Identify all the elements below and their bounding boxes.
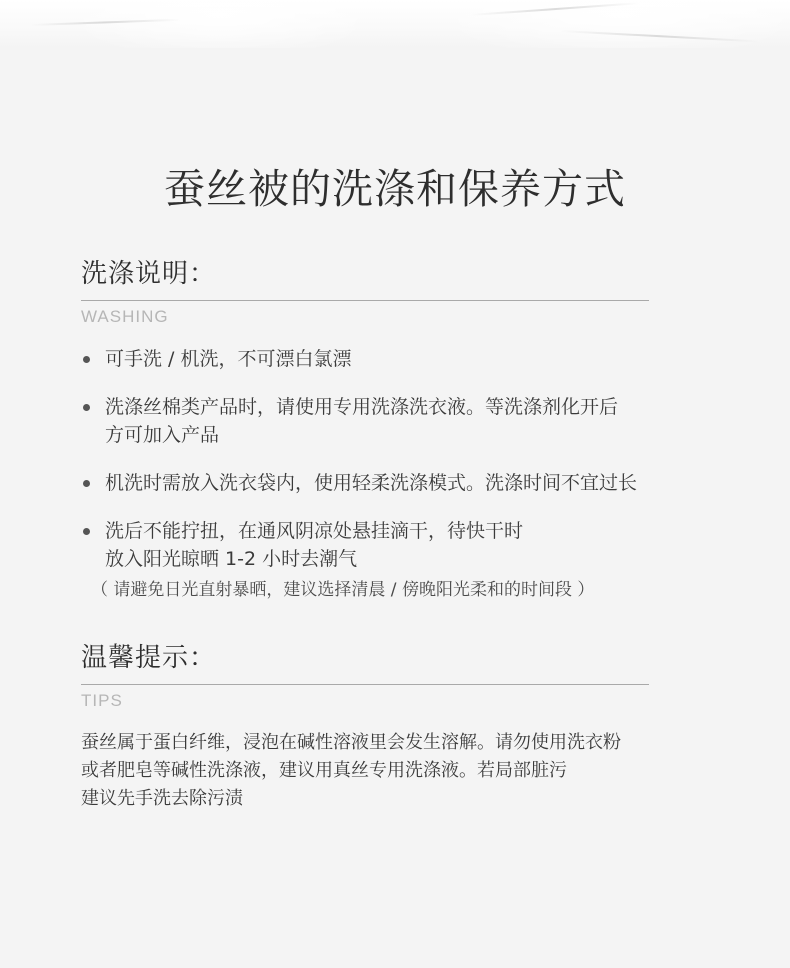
list-item <box>81 517 721 603</box>
list-item <box>81 469 721 497</box>
washing-heading: 洗涤说明： <box>81 259 217 289</box>
washing-divider <box>81 300 649 301</box>
bullet-icon <box>83 528 90 535</box>
tips-subheading: TIPS <box>81 691 123 710</box>
list-item-text: 洗涤丝棉类产品时，请使用专用洗涤洗衣液。等洗涤剂化开后 <box>105 396 619 418</box>
list-item <box>81 393 721 449</box>
list-item-text: 放入阳光晾晒 1-2 小时去潮气 <box>105 548 358 570</box>
list-item-text: 可手洗 / 机洗，不可漂白氯漂 <box>105 348 352 370</box>
tips-paragraph <box>81 729 721 813</box>
bullet-icon <box>83 356 90 363</box>
tips-divider <box>81 684 649 685</box>
washing-section-header <box>81 257 649 328</box>
tips-heading: 温馨提示： <box>81 643 217 673</box>
bullet-icon <box>83 480 90 487</box>
bullet-icon <box>83 404 90 411</box>
page-title: 蚕丝被的洗涤和保养方式 <box>164 165 626 213</box>
tips-line: 建议先手洗去除污渍 <box>81 788 243 809</box>
sunlight-note: （ 请避免日光直射暴晒，建议选择清晨 / 傍晚阳光柔和的时间段 ） <box>91 580 595 600</box>
tips-section-header <box>81 641 649 712</box>
list-item-text: 方可加入产品 <box>105 424 220 446</box>
tips-line: 蚕丝属于蛋白纤维，浸泡在碱性溶液里会发生溶解。请勿使用洗衣粉 <box>81 732 621 753</box>
tips-line: 或者肥皂等碱性洗涤液，建议用真丝专用洗涤液。若局部脏污 <box>81 760 567 781</box>
washing-subheading: WASHING <box>81 307 169 326</box>
list-item-text: 洗后不能拧扭，在通风阴凉处悬挂滴干，待快干时 <box>105 520 524 542</box>
washing-instructions-list <box>81 345 721 603</box>
decorative-fabric-band <box>0 0 790 48</box>
list-item <box>81 345 721 373</box>
list-item-text: 机洗时需放入洗衣袋内，使用轻柔洗涤模式。洗涤时间不宜过长 <box>105 472 638 494</box>
